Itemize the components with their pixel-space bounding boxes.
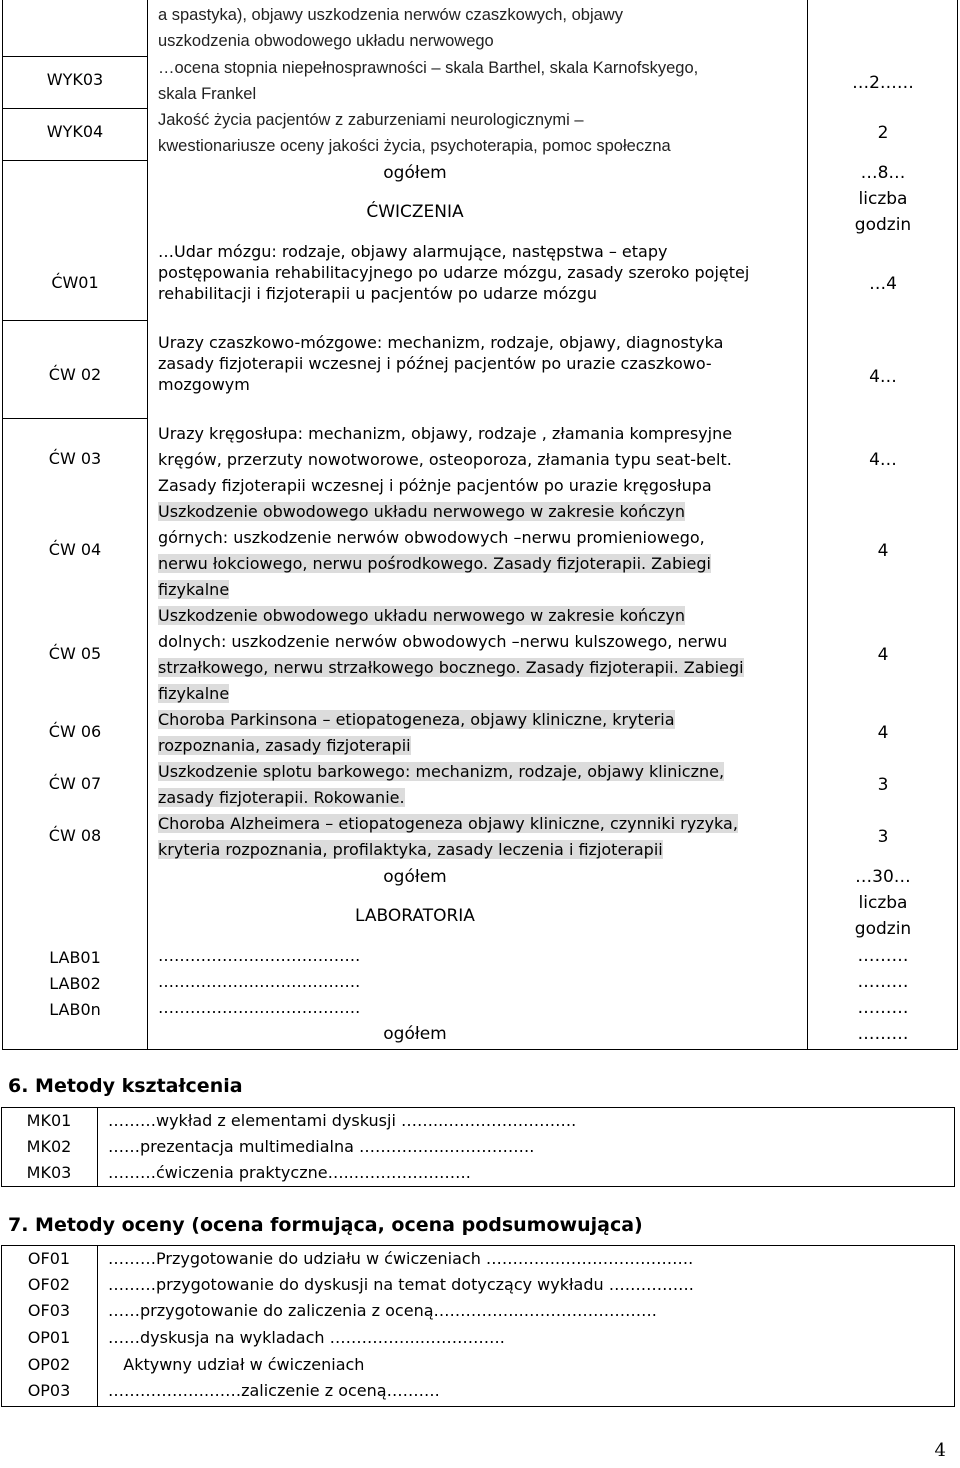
row-text-line xyxy=(158,551,711,576)
total-hours: …30… xyxy=(855,867,911,887)
row-text-line: …ocena stopnia niepełnosprawności – skala Barthel, skala Karnofskyego, xyxy=(158,59,699,77)
row-text-line xyxy=(158,681,229,706)
row-text-line xyxy=(158,837,663,862)
highlighted-text: fizykalne xyxy=(158,580,230,599)
row-text-line: Urazy kręgosłupa: mechanizm, objawy, rodzaje , złamania kompresyjne xyxy=(158,424,733,443)
section-header: LABORATORIA xyxy=(355,906,475,926)
row-hours: 4 xyxy=(877,723,889,743)
row-hours: …2…… xyxy=(852,73,914,93)
row-hours: 4 xyxy=(877,541,889,561)
hours-header-line: liczba xyxy=(858,189,908,209)
row-code: ĆW01 xyxy=(51,273,99,292)
row-code: OF01 xyxy=(27,1249,71,1268)
row-text-line xyxy=(158,811,738,836)
row-text-line: Urazy czaszkowo-mózgowe: mechanizm, rodzaje, objawy, diagnostyka xyxy=(158,333,724,352)
row-text-line: dolnych: uszkodzenie nerwów obwodowych –nerwu kulszowego, nerwu xyxy=(158,632,728,651)
row-text-line: …Udar mózgu: rodzaje, objawy alarmujące, następstwa – etapy xyxy=(158,242,668,261)
highlighted-text: Choroba Alzheimera – etiopatogeneza objawy kliniczne, czynniki ryzyka, xyxy=(158,814,738,833)
row-text: ……przygotowanie do zaliczenia z oceną……………..……………………. xyxy=(108,1301,657,1320)
row-text-line: uszkodzenia obwodowego układu nerwowego xyxy=(158,32,494,50)
row-code: OP02 xyxy=(27,1355,71,1374)
total-label: ogółem xyxy=(383,867,447,887)
row-hours: 4… xyxy=(869,367,897,387)
row-text-line: górnych: uszkodzenie nerwów obwodowych –nerwu promieniowego, xyxy=(158,528,705,547)
row-text: ……………….……zaliczenie z oceną………. xyxy=(108,1381,440,1400)
row-text-line: a spastyka), objawy uszkodzenia nerwów czaszkowych, objawy xyxy=(158,6,623,24)
row-code: LAB02 xyxy=(49,974,101,993)
row-hours: ……… xyxy=(857,972,909,992)
row-code: MK01 xyxy=(26,1111,72,1130)
row-text-line xyxy=(158,655,744,680)
total-label: ogółem xyxy=(383,1024,447,1044)
row-text: ……dyskusja na wykladach ……………..……………. xyxy=(108,1328,505,1347)
total-hours: …8… xyxy=(860,163,906,183)
page-number: 4 xyxy=(934,1440,946,1461)
row-text-line: kwestionariusze oceny jakości życia, psychoterapia, pomoc społeczna xyxy=(158,137,671,155)
hours-header-line: liczba xyxy=(858,893,908,913)
row-code: ĆW 05 xyxy=(48,644,102,663)
highlighted-text: zasady fizjoterapii. Rokowanie. xyxy=(158,788,405,807)
row-placeholder: ……………….………………. xyxy=(158,972,361,991)
highlighted-text: nerwu łokciowego, nerwu pośrodkowego. Zasady fizjoterapii. Zabiegi xyxy=(158,554,711,573)
row-text-line xyxy=(158,733,411,758)
row-text-line: rehabilitacji i fizjoterapii u pacjentów po udarze mózgu xyxy=(158,284,597,303)
row-code: ĆW 06 xyxy=(48,722,102,741)
total-hours: ……… xyxy=(857,1024,909,1044)
row-text: ………przygotowanie do dyskusji na temat dotyczący wykładu ……………. xyxy=(108,1275,694,1294)
row-text-line: mozgowym xyxy=(158,375,250,394)
row-hours: 2 xyxy=(877,123,889,143)
row-text-line xyxy=(158,603,685,628)
row-text-line: skala Frankel xyxy=(158,85,257,103)
section-header: ĆWICZENIA xyxy=(366,202,464,222)
row-text-line xyxy=(158,707,675,732)
highlighted-text: Uszkodzenie obwodowego układu nerwowego w zakresie kończyn xyxy=(158,502,685,521)
row-text-line: Zasady fizjoterapii wczesnej i póżnje pacjentów po urazie kręgosłupa xyxy=(158,476,712,495)
row-text-line: kręgów, przerzuty nowotworowe, osteoporoza, złamania typu seat-belt. xyxy=(158,450,732,469)
row-text-line xyxy=(158,499,685,524)
highlighted-text: fizykalne xyxy=(158,684,230,703)
row-hours: 4 xyxy=(877,645,889,665)
row-hours: ……… xyxy=(857,946,909,966)
row-text: Aktywny udział w ćwiczeniach xyxy=(108,1355,365,1374)
row-text-line: Jakość życia pacjentów z zaburzeniami neurologicznymi – xyxy=(158,111,584,129)
row-hours: ……… xyxy=(857,998,909,1018)
row-code: MK02 xyxy=(26,1137,72,1156)
row-code: LAB0n xyxy=(49,1000,101,1019)
row-text-line: postępowania rehabilitacyjnego po udarze mózgu, zasady szeroko pojętej xyxy=(158,263,750,282)
row-text: ………wykład z elementami dyskusji ……..……………………. xyxy=(108,1111,577,1130)
row-text: ………ćwiczenia praktyczne…..…………………. xyxy=(108,1163,471,1182)
row-text: ………Przygotowanie do udziału w ćwiczeniach …………..……………………. xyxy=(108,1249,694,1268)
row-code: ĆW 02 xyxy=(48,365,102,384)
row-text-line xyxy=(158,759,724,784)
row-code: WYK04 xyxy=(46,122,104,141)
highlighted-text: strzałkowego, nerwu strzałkowego bocznego. Zasady fizjoterapii. Zabiegi xyxy=(158,658,744,677)
highlighted-text: Choroba Parkinsona – etiopatogeneza, objawy kliniczne, kryteria xyxy=(158,710,675,729)
row-text: ……prezentacja multimedialna ……………..……………. xyxy=(108,1137,535,1156)
section-title-methods: 6. Metody kształcenia xyxy=(8,1075,243,1097)
row-code: OF02 xyxy=(27,1275,71,1294)
highlighted-text: rozpoznania, zasady fizjoterapii xyxy=(158,736,411,755)
total-label: ogółem xyxy=(383,163,447,183)
row-code: OF03 xyxy=(27,1301,71,1320)
row-code: OP01 xyxy=(27,1328,71,1347)
hours-header-line: godzin xyxy=(854,215,912,235)
row-code: OP03 xyxy=(27,1381,71,1400)
row-code: ĆW 07 xyxy=(48,774,102,793)
row-hours: 3 xyxy=(877,827,889,847)
row-code: ĆW 03 xyxy=(48,449,102,468)
row-text-line: zasady fizjoterapii wczesnej i późnej pacjentów po urazie czaszkowo- xyxy=(158,354,712,373)
row-text-line xyxy=(158,785,405,810)
highlighted-text: Uszkodzenie obwodowego układu nerwowego w zakresie kończyn xyxy=(158,606,685,625)
row-placeholder: ……………….………………. xyxy=(158,946,361,965)
row-code: LAB01 xyxy=(49,948,101,967)
row-text-line xyxy=(158,577,229,602)
hours-header-line: godzin xyxy=(854,919,912,939)
row-code: ĆW 04 xyxy=(48,540,102,559)
row-placeholder: ……………….………………. xyxy=(158,998,361,1017)
row-code: WYK03 xyxy=(46,70,104,89)
row-hours: 4… xyxy=(869,450,897,470)
row-hours: 3 xyxy=(877,775,889,795)
row-code: ĆW 08 xyxy=(48,826,102,845)
section-title-assessment: 7. Metody oceny (ocena formująca, ocena podsumowująca) xyxy=(8,1214,643,1236)
highlighted-text: kryteria rozpoznania, profilaktyka, zasady leczenia i fizjoterapii xyxy=(158,840,663,859)
row-code: MK03 xyxy=(26,1163,72,1182)
row-hours: …4 xyxy=(869,274,897,294)
highlighted-text: Uszkodzenie splotu barkowego: mechanizm, rodzaje, objawy kliniczne, xyxy=(158,762,725,781)
